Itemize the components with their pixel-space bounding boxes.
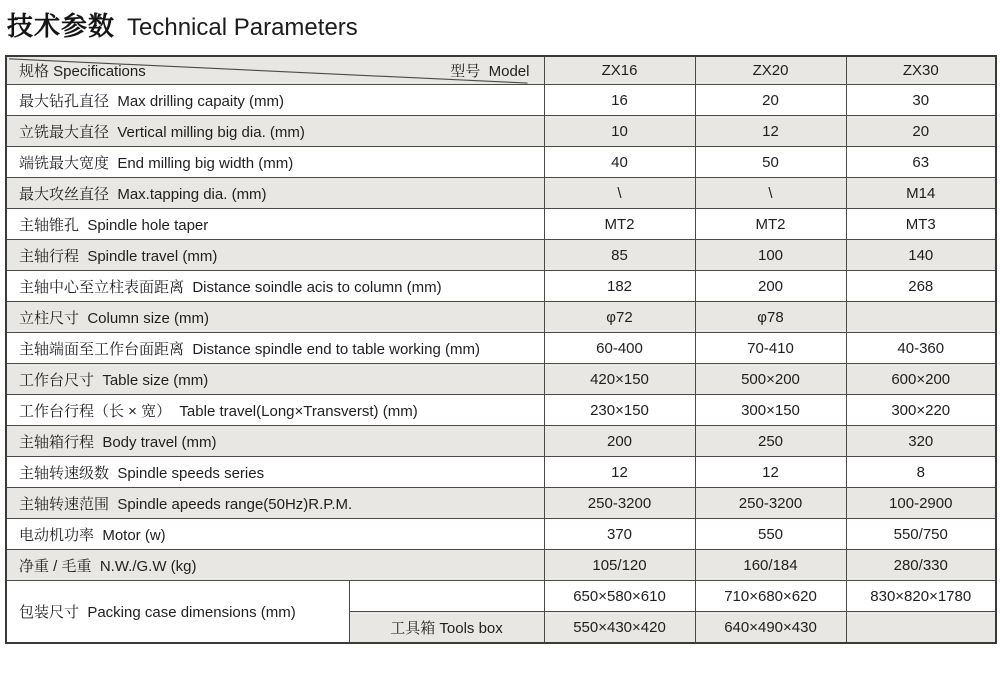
row-label: 主轴箱行程 Body travel (mm) — [6, 426, 544, 457]
cell-value: 320 — [846, 426, 996, 457]
cell-value: 40 — [544, 147, 695, 178]
cell-value: 280/330 — [846, 550, 996, 581]
table-row-table-size — [6, 364, 996, 395]
table-row-max-drilling — [6, 85, 996, 116]
cell-value: 50 — [695, 147, 846, 178]
cell-value: 640×490×430 — [695, 612, 846, 644]
table-row-spindle-speeds-series — [6, 457, 996, 488]
cell-value: 500×200 — [695, 364, 846, 395]
packing-sub-empty — [349, 581, 544, 612]
cell-value: 16 — [544, 85, 695, 116]
page-title — [7, 6, 358, 43]
cell-value: 268 — [846, 271, 996, 302]
table-row-max-tapping — [6, 178, 996, 209]
cell-value: 70-410 — [695, 333, 846, 364]
row-label: 主轴锥孔 Spindle hole taper — [6, 209, 544, 240]
table-row-motor — [6, 519, 996, 550]
column-header-zx30: ZX30 — [846, 56, 996, 85]
cell-value: MT2 — [695, 209, 846, 240]
page-title-zh: 技术参数 — [7, 11, 116, 41]
cell-value: 12 — [695, 457, 846, 488]
cell-value: 8 — [846, 457, 996, 488]
row-label: 电动机功率 Motor (w) — [6, 519, 544, 550]
table-row-spindle-hole-taper — [6, 209, 996, 240]
cell-value: 160/184 — [695, 550, 846, 581]
cell-value: 20 — [695, 85, 846, 116]
table-row-spindle-travel — [6, 240, 996, 271]
cell-value: 300×220 — [846, 395, 996, 426]
row-label: 主轴转速范围 Spindle apeeds range(50Hz)R.P.M. — [6, 488, 544, 519]
table-row-column-size — [6, 302, 996, 333]
specifications-label: 规格 Specifications — [19, 63, 146, 80]
table-row-end-milling — [6, 147, 996, 178]
cell-value: 710×680×620 — [695, 581, 846, 612]
cell-value: 60-400 — [544, 333, 695, 364]
cell-value: 20 — [846, 116, 996, 147]
row-label: 立柱尺寸 Column size (mm) — [6, 302, 544, 333]
cell-value: 12 — [695, 116, 846, 147]
cell-value: 63 — [846, 147, 996, 178]
cell-value: 10 — [544, 116, 695, 147]
cell-value: φ78 — [695, 302, 846, 333]
cell-value: 300×150 — [695, 395, 846, 426]
cell-value: 650×580×610 — [544, 581, 695, 612]
cell-value: 370 — [544, 519, 695, 550]
cell-value: 600×200 — [846, 364, 996, 395]
cell-value: 550/750 — [846, 519, 996, 550]
column-header-zx20: ZX20 — [695, 56, 846, 85]
table-row-table-travel — [6, 395, 996, 426]
row-label: 净重 / 毛重 N.W./G.W (kg) — [6, 550, 544, 581]
packing-label: 包装尺寸 Packing case dimensions (mm) — [6, 581, 349, 644]
model-label: 型号 Model — [450, 63, 530, 80]
cell-value: 550×430×420 — [544, 612, 695, 644]
row-label: 工作台尺寸 Table size (mm) — [6, 364, 544, 395]
row-label: 主轴转速级数 Spindle speeds series — [6, 457, 544, 488]
row-label: 主轴端面至工作台面距离 Distance spindle end to table working (mm) — [6, 333, 544, 364]
page-title-en: Technical Parameters — [127, 14, 358, 41]
cell-value — [846, 612, 996, 644]
cell-value: 100 — [695, 240, 846, 271]
row-label: 最大钻孔直径 Max drilling capaity (mm) — [6, 85, 544, 116]
cell-value: 250 — [695, 426, 846, 457]
table-header-row — [6, 56, 996, 85]
cell-value: 140 — [846, 240, 996, 271]
cell-value: 230×150 — [544, 395, 695, 426]
cell-value: 200 — [695, 271, 846, 302]
table-row-packing-machine — [6, 581, 996, 612]
cell-value: 182 — [544, 271, 695, 302]
table-row-body-travel — [6, 426, 996, 457]
cell-value: 30 — [846, 85, 996, 116]
table-row-vertical-milling — [6, 116, 996, 147]
table-row-weight — [6, 550, 996, 581]
cell-value: \ — [695, 178, 846, 209]
row-label: 端铣最大宽度 End milling big width (mm) — [6, 147, 544, 178]
tools-box-label: 工具箱 Tools box — [349, 612, 544, 644]
table-row-distance-spindle-to-table — [6, 333, 996, 364]
cell-value: 85 — [544, 240, 695, 271]
row-label: 最大攻丝直径 Max.tapping dia. (mm) — [6, 178, 544, 209]
cell-value: 420×150 — [544, 364, 695, 395]
cell-value: 105/120 — [544, 550, 695, 581]
cell-value: 40-360 — [846, 333, 996, 364]
cell-value: M14 — [846, 178, 996, 209]
cell-value: MT3 — [846, 209, 996, 240]
cell-value: 550 — [695, 519, 846, 550]
cell-value: MT2 — [544, 209, 695, 240]
cell-value: 250-3200 — [544, 488, 695, 519]
cell-value: φ72 — [544, 302, 695, 333]
row-label: 工作台行程（长 × 宽） Table travel(Long×Transverst) (mm) — [6, 395, 544, 426]
cell-value: 830×820×1780 — [846, 581, 996, 612]
table-row-spindle-speeds-range — [6, 488, 996, 519]
row-label: 主轴中心至立柱表面距离 Distance soindle acis to column (mm) — [6, 271, 544, 302]
row-label: 主轴行程 Spindle travel (mm) — [6, 240, 544, 271]
technical-parameters-table — [5, 55, 997, 644]
column-header-zx16: ZX16 — [544, 56, 695, 85]
corner-cell — [6, 56, 544, 85]
row-label: 立铣最大直径 Vertical milling big dia. (mm) — [6, 116, 544, 147]
cell-value: 250-3200 — [695, 488, 846, 519]
cell-value: 100-2900 — [846, 488, 996, 519]
cell-value: 200 — [544, 426, 695, 457]
cell-value: 12 — [544, 457, 695, 488]
cell-value — [846, 302, 996, 333]
cell-value: \ — [544, 178, 695, 209]
table-row-distance-spindle-to-column — [6, 271, 996, 302]
